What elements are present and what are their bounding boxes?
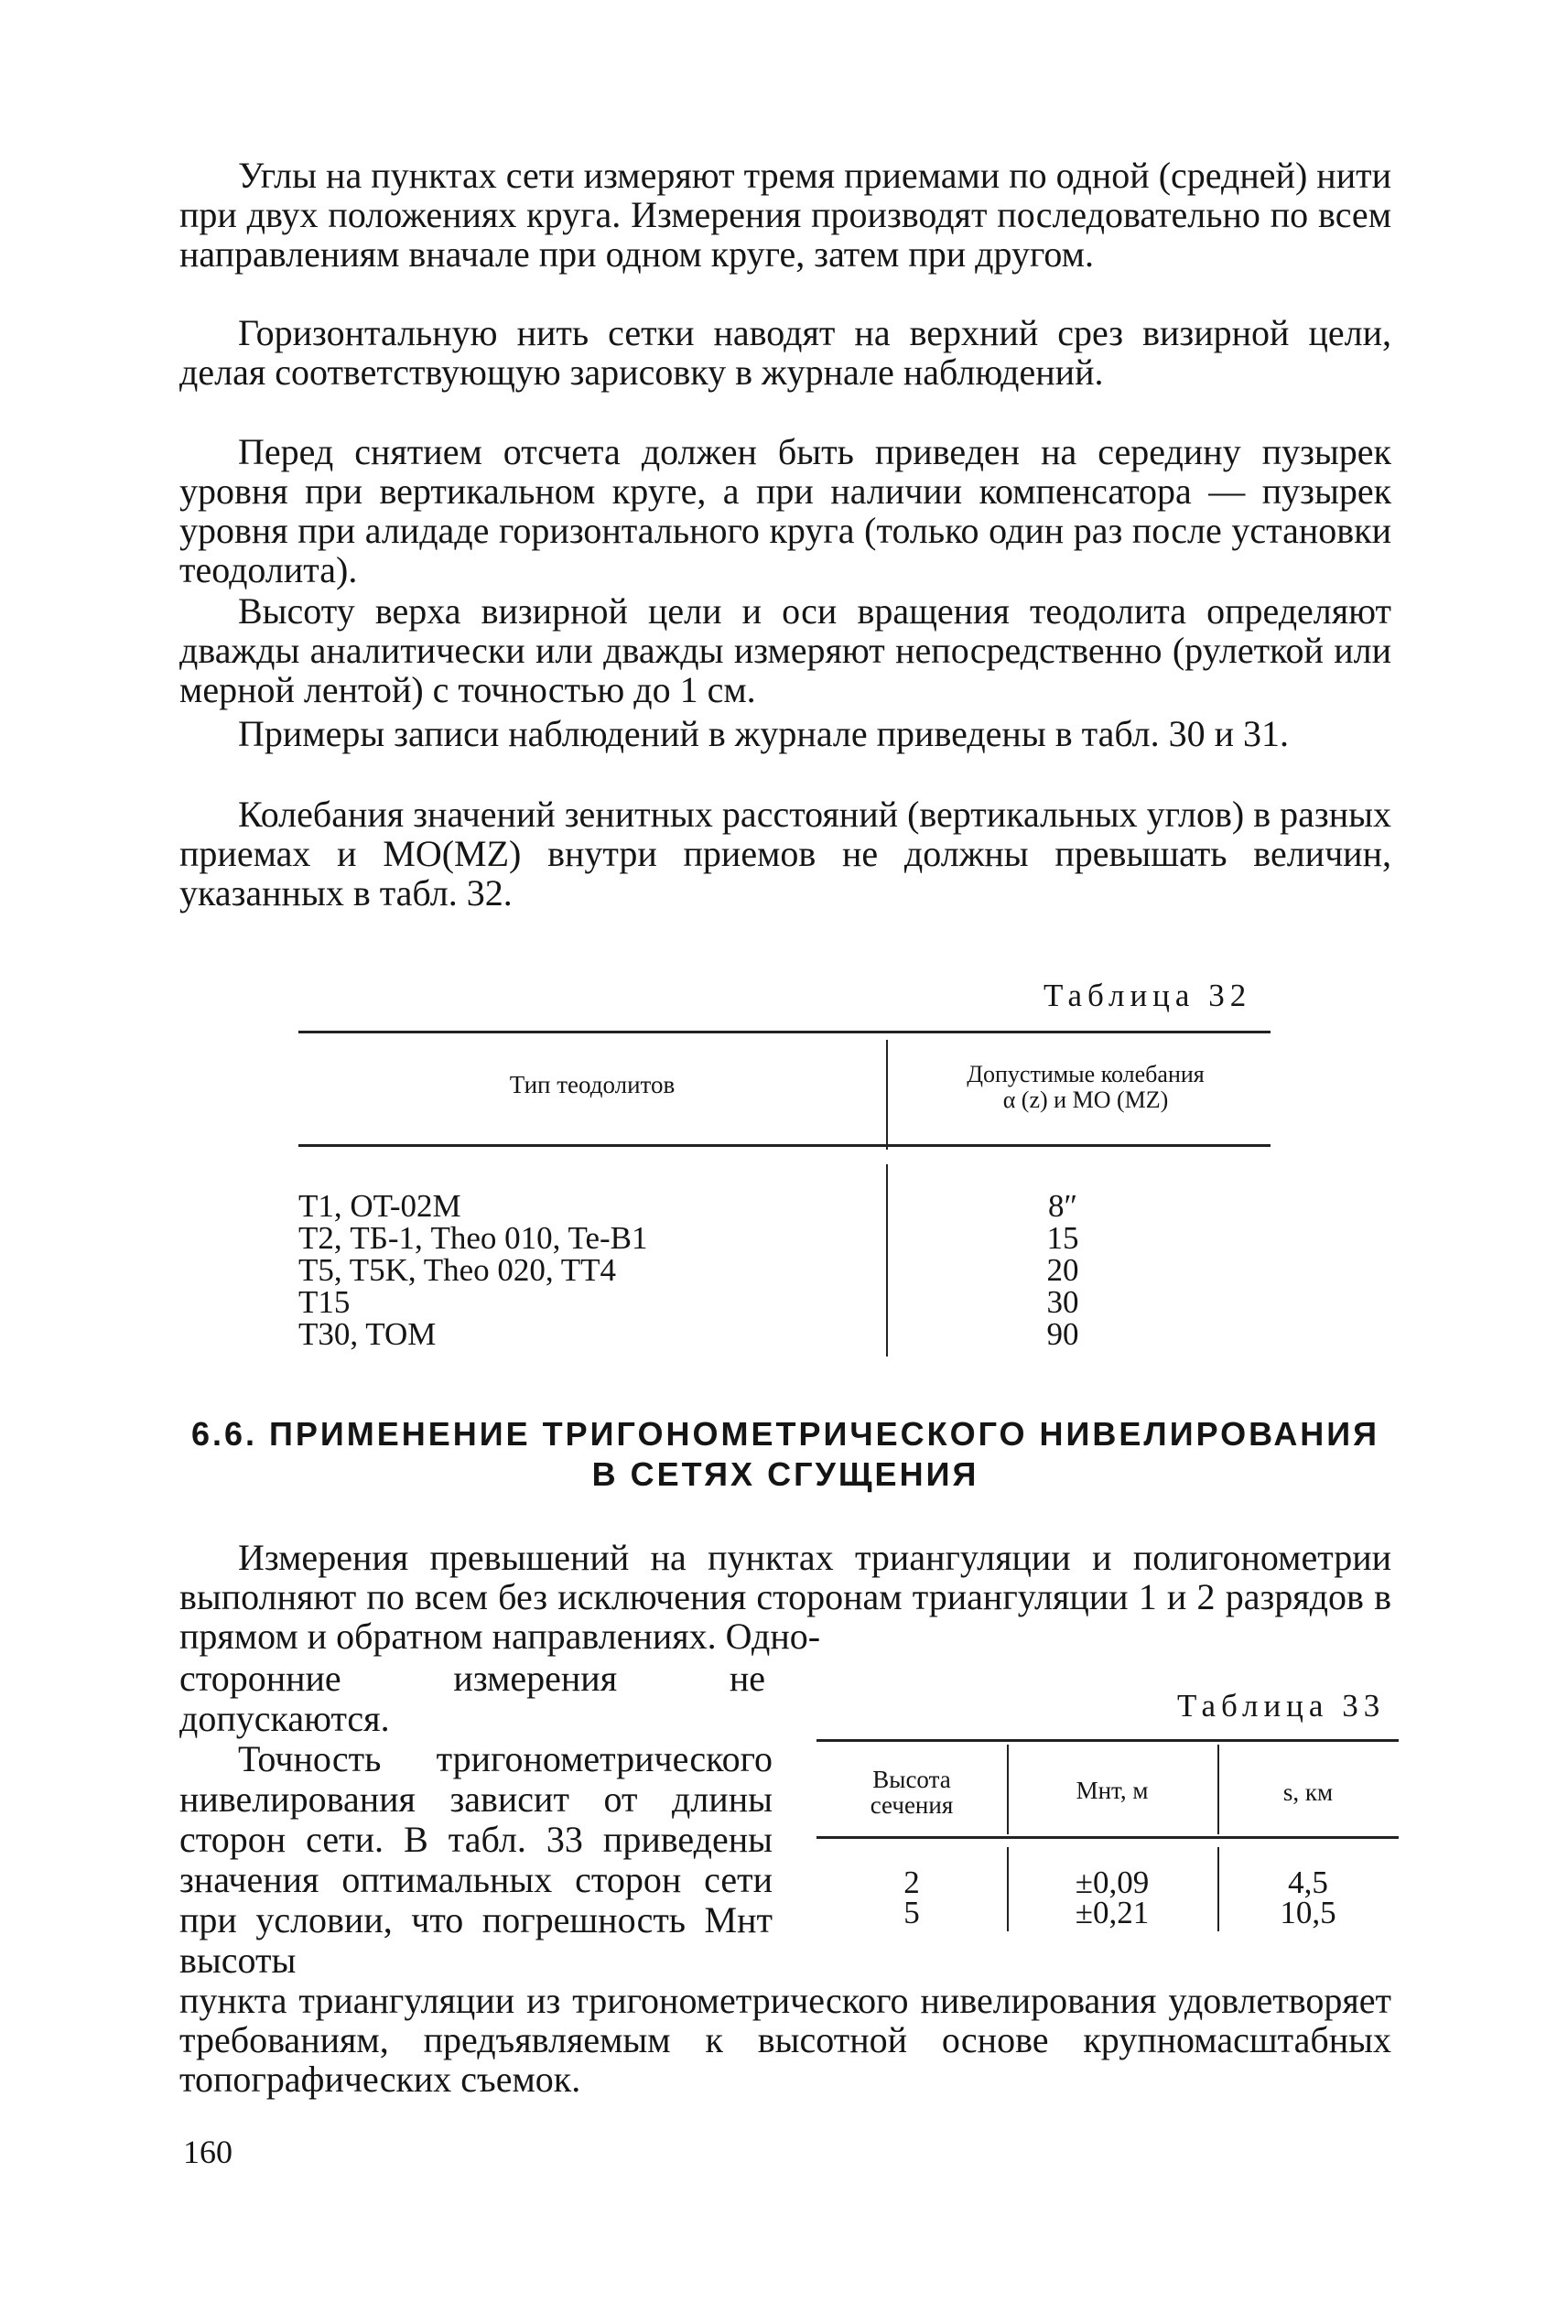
table-33-header-rule	[816, 1836, 1399, 1839]
section-heading-line1: 6.6. ПРИМЕНЕНИЕ ТРИГОНОМЕТРИЧЕСКОГО НИВЕЛИРОВАНИЯ	[190, 1415, 1380, 1453]
table-cell: 4,5	[1288, 1865, 1328, 1900]
table-33	[816, 1739, 1399, 1940]
table-row: T2, ТБ-1, Theo 010, Te-B1	[298, 1220, 648, 1256]
paragraph-angles: Углы на пунктах сети измеряют тремя приемами по одной (средней) нити при двух положениях круга. Измерения производят последовательно по всем направлениям вначале при одном круге, затем при другом.	[179, 155, 1391, 275]
table-33-caption: Таблица 33	[1177, 1688, 1386, 1724]
table-33-header-side: s, км	[1282, 1778, 1334, 1806]
table-32	[298, 1027, 1271, 1358]
table-33-header-error: Mнт, м	[1076, 1777, 1149, 1804]
paragraph-level-bubble: Перед снятием отсчета должен быть приведен на середину пузырек уровня при вертикальном круге, а при наличии компенсатора — пузырек уровня при алидаде горизонтального круга (только один раз после установки теодолита).	[179, 431, 1391, 590]
paragraph-precision-narrow: Точность тригонометрического нивелирования зависит от длины сторон сети. В табл. 33 приведены значения оптимальных сторон сети при условии, что погрешность Mнт высоты	[179, 1738, 773, 1981]
table-row: T30, TOM	[298, 1316, 437, 1352]
table-33-header-height-line1: Высота	[872, 1766, 951, 1793]
table-32-header-rule	[298, 1144, 1271, 1147]
table-cell: 8″	[1047, 1188, 1078, 1224]
table-32-header-tolerance-line1: Допустимые колебания	[967, 1061, 1205, 1087]
paragraph-precision-continued: пункта триангуляции из тригонометрического нивелирования удовлетворяет требованиям, предъявляемым к высотной основе крупномасштабных топографических съемок.	[179, 1980, 1391, 2100]
paragraph-target-height: Высоту верха визирной цели и оси вращения теодолита определяют дважды аналитически или дважды измеряют непосредственно (рулеткой или мерной лентой) с точностью до 1 см.	[179, 590, 1391, 710]
table-33-top-rule	[816, 1739, 1399, 1742]
section-heading-line2: В СЕТЯХ СГУЩЕНИЯ	[591, 1455, 979, 1493]
paragraph-horizontal-thread: Горизонтальную нить сетки наводят на верхний срез визирной цели, делая соответствующую зарисовку в журнале наблюдений.	[179, 312, 1391, 393]
table-cell: 5	[903, 1895, 920, 1930]
page-number: 160	[183, 2134, 232, 2170]
table-row: T15	[298, 1284, 351, 1320]
table-33-header-height-line2: сечения	[870, 1791, 954, 1819]
table-32-value-column	[886, 1190, 1239, 1350]
table-cell: 30	[1046, 1284, 1079, 1320]
table-32-type-column	[298, 1190, 648, 1350]
table-cell: 90	[1046, 1316, 1079, 1352]
table-cell: 10,5	[1280, 1895, 1336, 1930]
section-heading	[179, 1414, 1391, 1495]
table-32-header-type: Тип теодолитов	[509, 1071, 676, 1098]
paragraph-examples: Примеры записи наблюдений в журнале приведены в табл. 30 и 31.	[238, 713, 1290, 754]
table-33-header-height	[816, 1767, 1007, 1818]
table-row: T5, T5K, Theo 020, TT4	[298, 1252, 617, 1288]
table-33-side-column	[1217, 1867, 1399, 1928]
table-cell: 2	[903, 1865, 920, 1900]
paragraph-one-sided-not-allowed: сторонние измерения не допускаются.	[179, 1658, 765, 1739]
table-32-top-rule	[298, 1031, 1271, 1033]
table-32-header-tolerance-line2: α (z) и МО (MZ)	[1002, 1086, 1169, 1113]
table-32-header-tolerance	[903, 1062, 1269, 1113]
table-cell: ±0,09	[1075, 1865, 1150, 1900]
paragraph-zenith-variation: Колебания значений зенитных расстояний (вертикальных углов) в разных приемах и МО(MZ) внутри приемов не должны превышать величин, указанных в табл. 32.	[179, 794, 1391, 913]
table-32-header-divider	[886, 1040, 888, 1150]
table-cell: 20	[1046, 1252, 1079, 1288]
paragraph-height-measurements: Измерения превышений на пунктах триангуляции и полигонометрии выполняют по всем без исключения сторонам триангуляции 1 и 2 разрядов в прямом и обратном направлениях. Одно-	[179, 1537, 1391, 1657]
table-33-height-column	[816, 1867, 1007, 1928]
table-cell: ±0,21	[1075, 1895, 1150, 1930]
table-32-caption: Таблица 32	[1044, 978, 1252, 1013]
table-row: T1, OT-02M	[298, 1188, 461, 1224]
table-cell: 15	[1046, 1220, 1079, 1256]
table-33-error-column	[1007, 1867, 1217, 1928]
